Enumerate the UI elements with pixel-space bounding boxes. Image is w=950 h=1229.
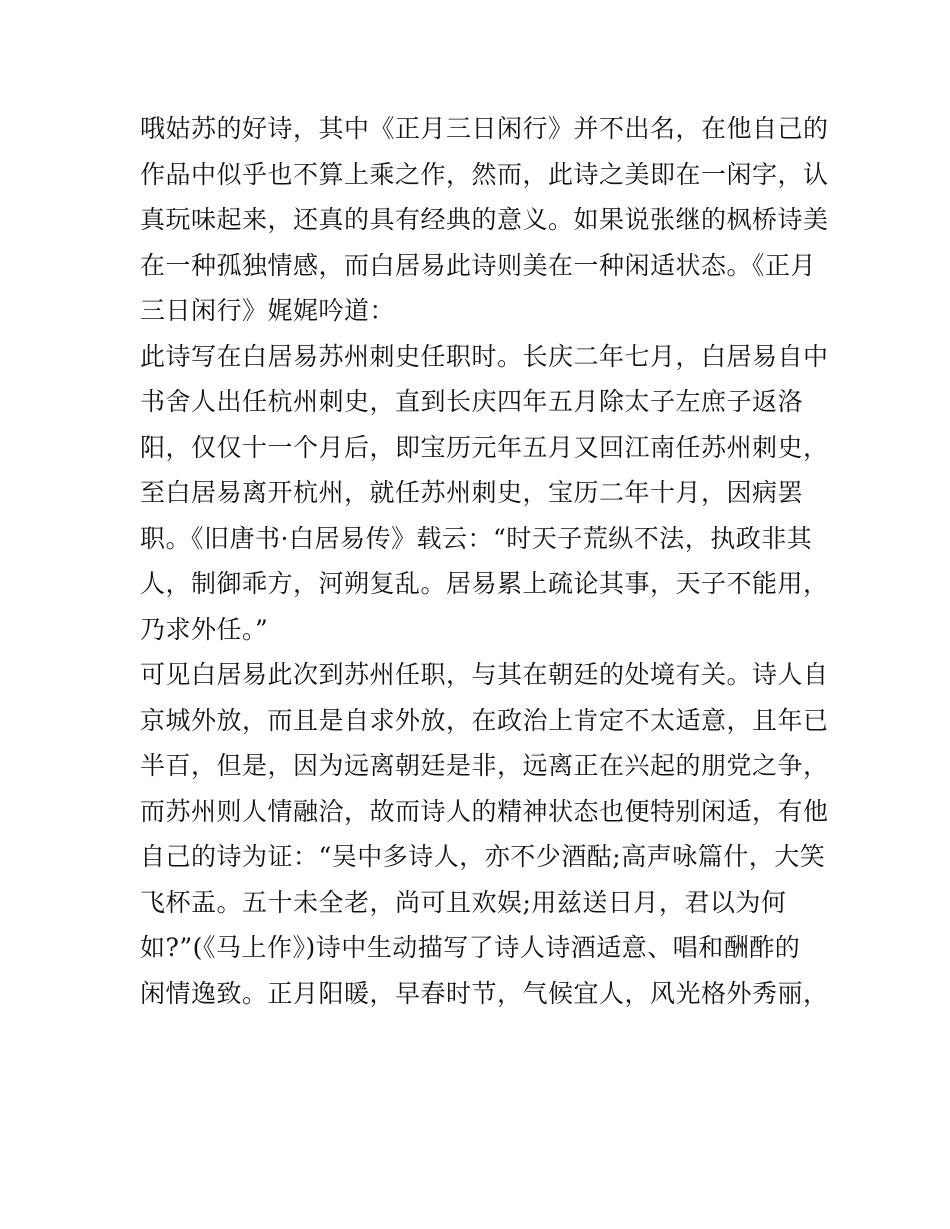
text-line: 职。《旧唐书·白居易传》载云：“时天子荒纵不法，执政非其 bbox=[140, 523, 813, 553]
text-line: 可见白居易此次到苏州任职，与其在朝廷的处境有关。诗人自 bbox=[140, 660, 829, 689]
text-line: 半百，但是，因为远离朝廷是非，远离正在兴起的朋党之争， bbox=[140, 751, 829, 780]
text-line: 自己的诗为证：“吴中多诗人，亦不少酒酤;高声咏篇什，大笑 bbox=[140, 842, 826, 871]
text-line: 三日闲行》娓娓吟道： bbox=[140, 296, 396, 325]
text-line: 真玩味起来，还真的具有经典的意义。如果说张继的枫桥诗美 bbox=[140, 205, 829, 234]
text-line: 此诗写在白居易苏州刺史任职时。长庆二年七月，白居易自中 bbox=[140, 341, 829, 371]
body-text bbox=[140, 106, 829, 1016]
text-line: 飞杯盂。五十未全老，尚可且欢娱;用兹送日月，君以为何 bbox=[140, 887, 787, 917]
text-line: 乃求外任。” bbox=[140, 614, 269, 644]
text-line: 人，制御乖方，河朔复乱。居易累上疏论其事，天子不能用， bbox=[140, 569, 829, 598]
text-line: 哦姑苏的好诗，其中《正月三日闲行》并不出名，在他自己的 bbox=[140, 114, 829, 143]
text-line: 阳，仅仅十一个月后，即宝历元年五月又回江南任苏州刺史， bbox=[140, 432, 829, 462]
text-line: 而苏州则人情融洽，故而诗人的精神状态也便特别闲适，有他 bbox=[140, 796, 829, 826]
text-line: 如?”(《马上作》)诗中生动描写了诗人诗酒适意、唱和酬酢的 bbox=[140, 933, 801, 962]
text-line: 在一种孤独情感，而白居易此诗则美在一种闲适状态。《正月 bbox=[140, 250, 817, 280]
text-line: 京城外放，而且是自求外放，在政治上肯定不太适意，且年已 bbox=[140, 705, 829, 735]
text-line: 至白居易离开杭州，就任苏州刺史，宝历二年十月，因病罢 bbox=[140, 478, 804, 507]
text-line: 书舍人出任杭州刺史，直到长庆四年五月除太子左庶子返洛 bbox=[140, 387, 804, 416]
text-line: 闲情逸致。正月阳暖，早春时节，气候宜人，风光格外秀丽， bbox=[140, 978, 829, 1008]
text-line: 作品中似乎也不算上乘之作，然而，此诗之美即在一闲字，认 bbox=[140, 159, 829, 189]
